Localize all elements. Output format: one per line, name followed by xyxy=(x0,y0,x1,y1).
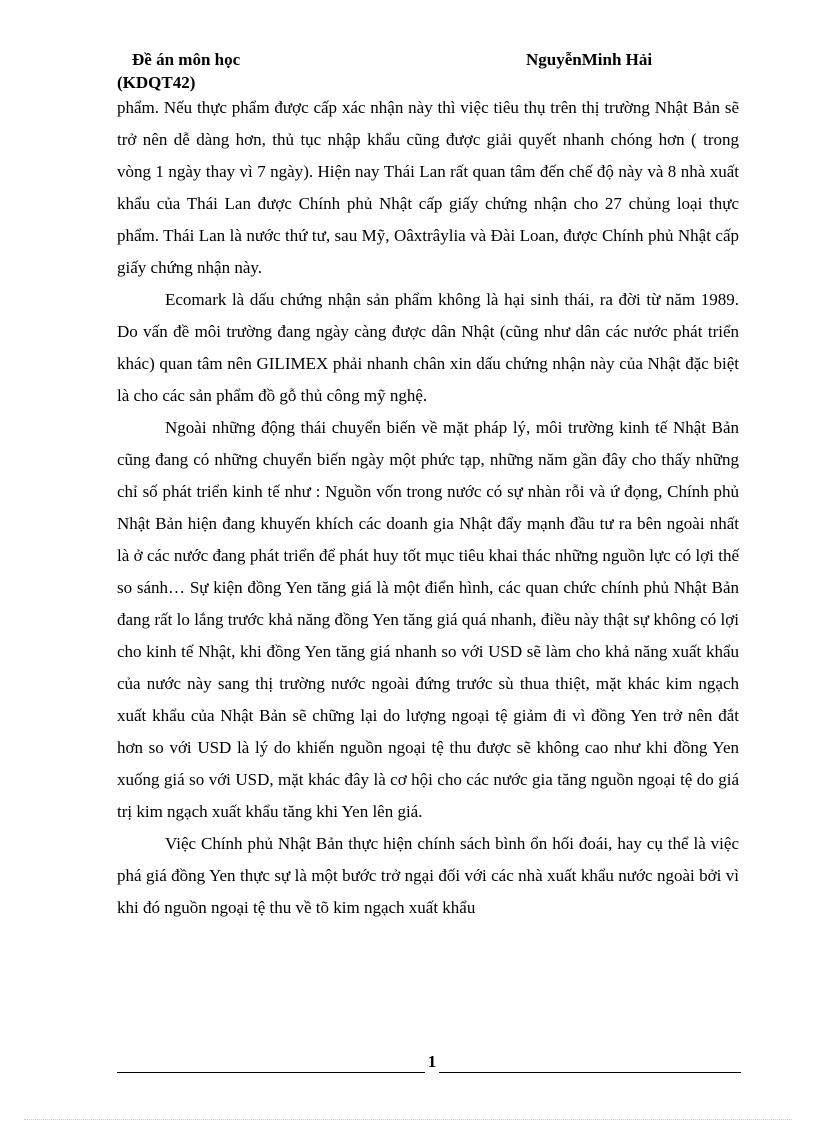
course-code: (KDQT42) xyxy=(117,73,196,92)
paragraph-ecomark: Ecomark là dấu chứng nhận sản phẩm không là hại sinh thái, ra đời từ năm 1989. Do vấn đề môi trường đang ngày càng được dân Nhật (cũng như dân các nước phát triển khác) quan tâm nên GILIMEX phải nhanh chân xin dấu chứng nhận này của Nhật đặc biệt là cho các sản phẩm đồ gỗ thủ công mỹ nghệ. xyxy=(117,290,739,405)
document-body xyxy=(117,92,739,924)
paragraph-continuation: phẩm. Nếu thực phẩm được cấp xác nhận này thì việc tiêu thụ trên thị trường Nhật Bản sẽ trở nên dễ dàng hơn, thủ tục nhập khẩu cũng được giải quyết nhanh chóng hơn ( trong vòng 1 ngày thay vì 7 ngày). Hiện nay Thái Lan rất quan tâm đến chế độ này và 8 nhà xuất khẩu của Thái Lan được Chính phủ Nhật cấp giấy chứng nhận cho 27 chủng loại thực phẩm. Thái Lan là nước thứ tư, sau Mỹ, Oâxtrâylia và Đài Loan, được Chính phủ Nhật cấp giấy chứng nhận này. xyxy=(117,98,739,277)
footer-rule-right xyxy=(439,1072,741,1073)
page-footer xyxy=(117,1050,741,1076)
footer-rule-left xyxy=(117,1072,425,1073)
author-name: NguyễnMinh Hải xyxy=(526,50,653,69)
course-title: Đề án môn học xyxy=(132,50,241,69)
document-header-left xyxy=(117,48,317,94)
paragraph-policy: Việc Chính phủ Nhật Bản thực hiện chính sách bình ổn hối đoái, hay cụ thể là việc phá giá đồng Yen thực sự là một bước trở ngại đối với các nhà xuất khẩu nước ngoài bởi vì khi đó nguồn ngoại tệ thu về tõ kim ngạch xuất khẩu xyxy=(117,834,739,917)
paragraph-economy: Ngoài những động thái chuyển biến về mặt pháp lý, môi trường kinh tế Nhật Bản cũng đang có những chuyển biến ngày một phức tạp, những năm gần đây cho thấy những chỉ số phát triển kinh tế như : Nguồn vốn trong nước có sự nhàn rỗi và ứ đọng, Chính phủ Nhật Bản hiện đang khuyến khích các doanh gia Nhật đẩy mạnh đầu tư ra bên ngoài nhất là ở các nước đang phát triển để phát huy tốt mục tiêu khai thác những nguồn lực có lợi thế so sánh… Sự kiện đồng Yen tăng giá là một điển hình, các quan chức chính phủ Nhật Bản đang rất lo lắng trước khả năng đồng Yen tăng giá quá nhanh, điều này thật sự không có lợi cho kinh tế Nhật, khi đồng Yen tăng giá nhanh so với USD sẽ làm cho khả năng xuất khẩu của nước này sang thị trường nước ngoài đứng trước sù thua thiệt, mặt khác kim ngạch xuất khẩu của Nhật Bản sẽ chững lại do lượng ngoại tệ giảm đi vì đồng Yen trở nên đắt hơn so với USD là lý do khiến nguồn ngoại tệ thu được sẽ không cao như khi đồng Yen xuống giá so với USD, mặt khác đây là cơ hội cho các nước gia tăng nguồn ngoại tệ do giá trị kim ngạch xuất khẩu tăng khi Yen lên giá. xyxy=(117,418,739,821)
page-number: 1 xyxy=(427,1052,437,1071)
page-bottom-edge xyxy=(24,1119,792,1120)
